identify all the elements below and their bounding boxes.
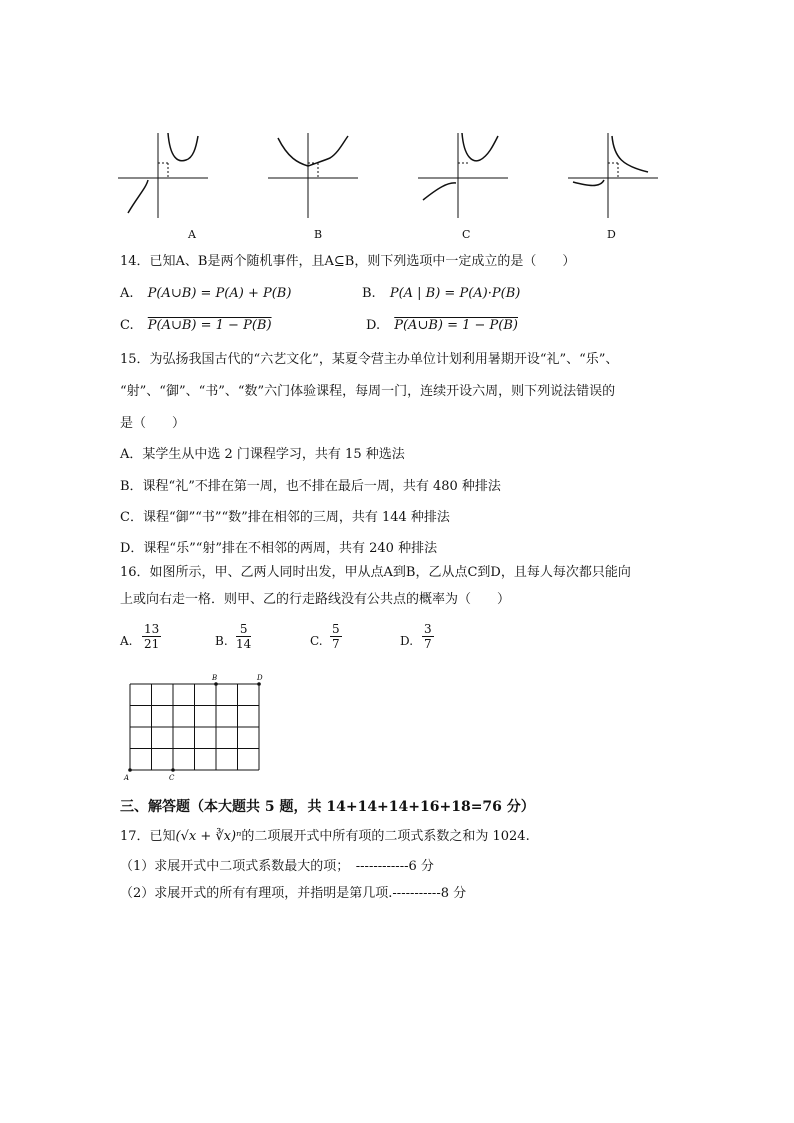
q16-c-fraction [330,622,342,651]
graph-d [568,128,668,218]
q14-a-expr: P(A∪B) = P(A) + P(B) [147,286,292,301]
q14-d-expr: P(A∪B) = 1 − P(B) [394,318,518,333]
graph-b [268,128,368,218]
q16-c-num: 5 [332,622,340,636]
q16-a-num: 13 [144,622,160,636]
graph-label-a: A [188,228,196,241]
graph-a [118,128,218,218]
q16-b-fraction [236,622,251,651]
graph-label-d: D [607,228,616,241]
q17-stem [120,829,530,845]
q16-c-den: 7 [332,637,340,651]
graph-c [418,128,518,218]
q16-d-den: 7 [424,637,432,651]
q16-d-fraction [422,622,434,651]
q14-b-letter: B. [362,286,376,301]
q16-c-letter: C. [310,634,323,648]
q15-option-c: C．课程“御”“书”“数”排在相邻的三周，共有 144 种排法 [120,510,450,525]
grid-label-d: D [257,674,263,682]
q16-b-den: 14 [236,637,252,651]
q16-line1: 16．如图所示，甲、乙两人同时出发，甲从点A到B，乙从点C到D，且每人每次都只能向 [120,565,631,580]
q16-line2: 上或向右走一格．则甲、乙的行走路线没有公共点的概率为（ ） [120,592,511,607]
q14-c-expr: P(A∪B) = 1 − P(B) [147,318,272,333]
q17-pre: 17．已知 [120,829,176,844]
q15-option-a: A．某学生从中选 2 门课程学习，共有 15 种选法 [120,447,405,462]
q14-c-letter: C. [120,318,134,333]
q16-d-num: 3 [424,622,432,636]
q16-a-den: 21 [144,637,160,651]
grid-label-a: A [124,774,130,782]
q15-line1: 15．为弘扬我国古代的“六艺文化”，某夏令营主办单位计划利用暑期开设“礼”、“乐”、 [120,352,619,367]
q14-stem: 14．已知A、B是两个随机事件，且A⊆B，则下列选项中一定成立的是（ ） [120,254,576,269]
q14-a-letter: A. [120,286,134,301]
q16-a-fraction [142,622,161,651]
section-three-title: 三、解答题（本大题共 5 题，共 14+14+14+16+18=76 分） [120,799,535,815]
graph-label-b: B [314,228,323,241]
q17-part2: （2）求展开式的所有有理项，并指明是第几项.-----------8 分 [120,886,467,901]
q16-d-letter: D. [400,634,414,648]
q14-option-a [120,286,291,301]
q17-post: 的二项展开式中所有项的二项式系数之和为 1024. [241,829,530,844]
q14-option-b [362,286,520,301]
q14-option-c [120,318,272,333]
q16-b-letter: B. [215,634,228,648]
q15-option-b: B．课程“礼”不排在第一周，也不排在最后一周，共有 480 种排法 [120,479,501,494]
graph-label-c: C [462,228,471,241]
q14-b-expr: P(A | B) = P(A)·P(B) [389,286,521,301]
grid-figure [122,672,272,782]
q16-a-letter: A. [120,634,133,648]
q14-option-d [366,318,518,333]
q17-part1: （1）求展开式中二项式系数最大的项； ------------6 分 [120,859,434,874]
q15-option-d: D．课程“乐”“射”排在不相邻的两周，共有 240 种排法 [120,541,438,556]
grid-label-b: B [212,674,218,682]
q14-d-letter: D. [366,318,381,333]
grid-label-c: C [169,774,175,782]
q16-b-num: 5 [236,622,251,637]
q17-expr: (√x + ∛x)ⁿ [175,829,242,844]
q15-line2: “射”、“御”、“书”、“数”六门体验课程，每周一门，连续开设六周，则下列说法错误的 [120,384,616,399]
q15-line3: 是（ ） [120,416,186,431]
